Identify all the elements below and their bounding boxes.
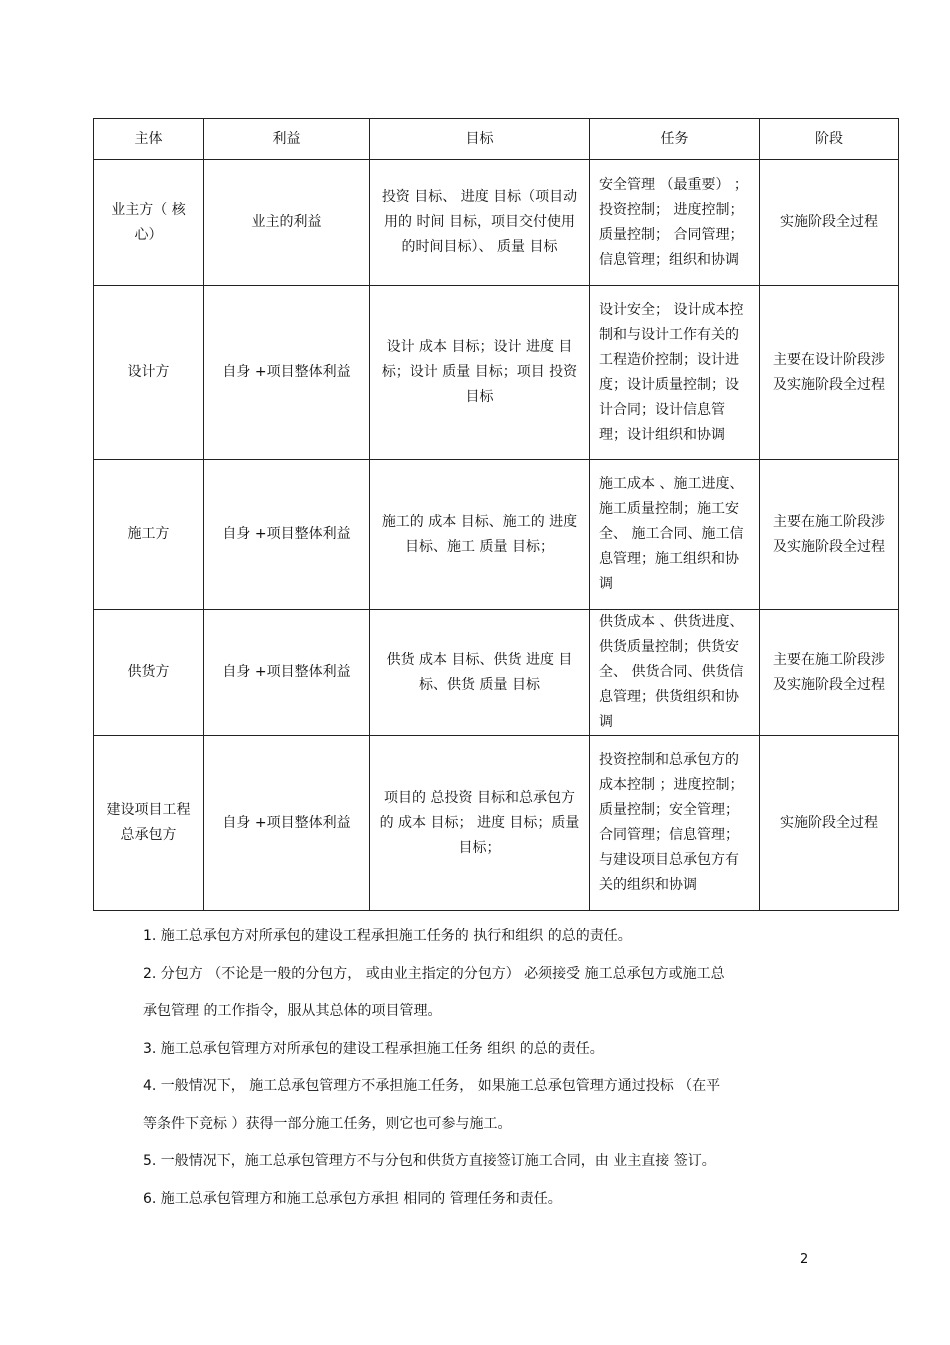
cell-subject: 设计方 — [94, 286, 204, 460]
cell-goal: 投资 目标、 进度 目标（项目动用的 时间 目标，项目交付使用的时间目标）、 质量 目标 — [370, 160, 590, 286]
cell-interest: 自身 +项目整体利益 — [204, 736, 370, 911]
cell-task: 安全管理 （最重要） ；投资控制； 进度控制；质量控制； 合同管理；信息管理；组织和协调 — [590, 160, 760, 286]
cell-subject: 供货方 — [94, 610, 204, 736]
cell-goal: 施工的 成本 目标、施工的 进度 目标、施工 质量 目标； — [370, 460, 590, 610]
cell-task: 供货成本 、供货进度、供货质量控制；供货安全、 供货合同、供货信息管理；供货组织和协调 — [590, 610, 760, 736]
cell-stage: 实施阶段全过程 — [760, 736, 899, 911]
cell-task: 设计安全； 设计成本控制和与设计工作有关的工程造价控制；设计进度；设计质量控制；设计合同；设计信息管理；设计组织和协调 — [590, 286, 760, 460]
cell-task: 施工成本 、施工进度、施工质量控制；施工安全、 施工合同、施工信息管理；施工组织和协调 — [590, 460, 760, 610]
table-row — [94, 160, 899, 286]
cell-stage: 实施阶段全过程 — [760, 160, 899, 286]
notes-section — [143, 918, 823, 1218]
cell-task: 投资控制和总承包方的成本控制 ；进度控制；质量控制；安全管理；合同管理；信息管理；与建设项目总承包方有关的组织和协调 — [590, 736, 760, 911]
cell-interest: 自身 +项目整体利益 — [204, 286, 370, 460]
note-2: 2. 分包方 （不论是一般的分包方， 或由业主指定的分包方） 必须接受 施工总承包方或施工总 — [143, 965, 725, 982]
cell-subject: 业主方（ 核心） — [94, 160, 204, 286]
table-row — [94, 610, 899, 736]
cell-interest: 业主的利益 — [204, 160, 370, 286]
note-3: 3. 施工总承包管理方对所承包的建设工程承担施工任务 组织 的总的责任。 — [143, 1040, 604, 1057]
cell-stage: 主要在设计阶段涉及实施阶段全过程 — [760, 286, 899, 460]
cell-interest: 自身 +项目整体利益 — [204, 460, 370, 610]
header-subject: 主体 — [94, 119, 204, 160]
page-number: 2 — [800, 1252, 809, 1267]
header-interest: 利益 — [204, 119, 370, 160]
cell-subject: 建设项目工程总承包方 — [94, 736, 204, 911]
note-4-continued: 等条件下竞标 ）获得一部分施工任务，则它也可参与施工。 — [143, 1115, 512, 1132]
cell-goal: 设计 成本 目标；设计 进度 目标；设计 质量 目标；项目 投资 目标 — [370, 286, 590, 460]
cell-stage: 主要在施工阶段涉及实施阶段全过程 — [760, 460, 899, 610]
table-row — [94, 286, 899, 460]
header-goal: 目标 — [370, 119, 590, 160]
table-header-row — [94, 119, 899, 160]
cell-stage: 主要在施工阶段涉及实施阶段全过程 — [760, 610, 899, 736]
cell-goal: 供货 成本 目标、供货 进度 目标、供货 质量 目标 — [370, 610, 590, 736]
table-row — [94, 460, 899, 610]
cell-goal: 项目的 总投资 目标和总承包方的 成本 目标； 进度 目标；质量 目标； — [370, 736, 590, 911]
table-row — [94, 736, 899, 911]
note-5: 5. 一般情况下，施工总承包管理方不与分包和供货方直接签订施工合同，由 业主直接 签订。 — [143, 1153, 716, 1169]
responsibility-table — [93, 118, 899, 911]
cell-subject: 施工方 — [94, 460, 204, 610]
note-4: 4. 一般情况下， 施工总承包管理方不承担施工任务， 如果施工总承包管理方通过投标 （在平 — [143, 1078, 721, 1094]
header-stage: 阶段 — [760, 119, 899, 160]
note-1: 1. 施工总承包方对所承包的建设工程承担施工任务的 执行和组织 的总的责任。 — [143, 928, 632, 944]
note-6: 6. 施工总承包管理方和施工总承包方承担 相同的 管理任务和责任。 — [143, 1190, 562, 1207]
note-2-continued: 承包管理 的工作指令，服从其总体的项目管理。 — [143, 1003, 442, 1019]
cell-interest: 自身 +项目整体利益 — [204, 610, 370, 736]
header-task: 任务 — [590, 119, 760, 160]
